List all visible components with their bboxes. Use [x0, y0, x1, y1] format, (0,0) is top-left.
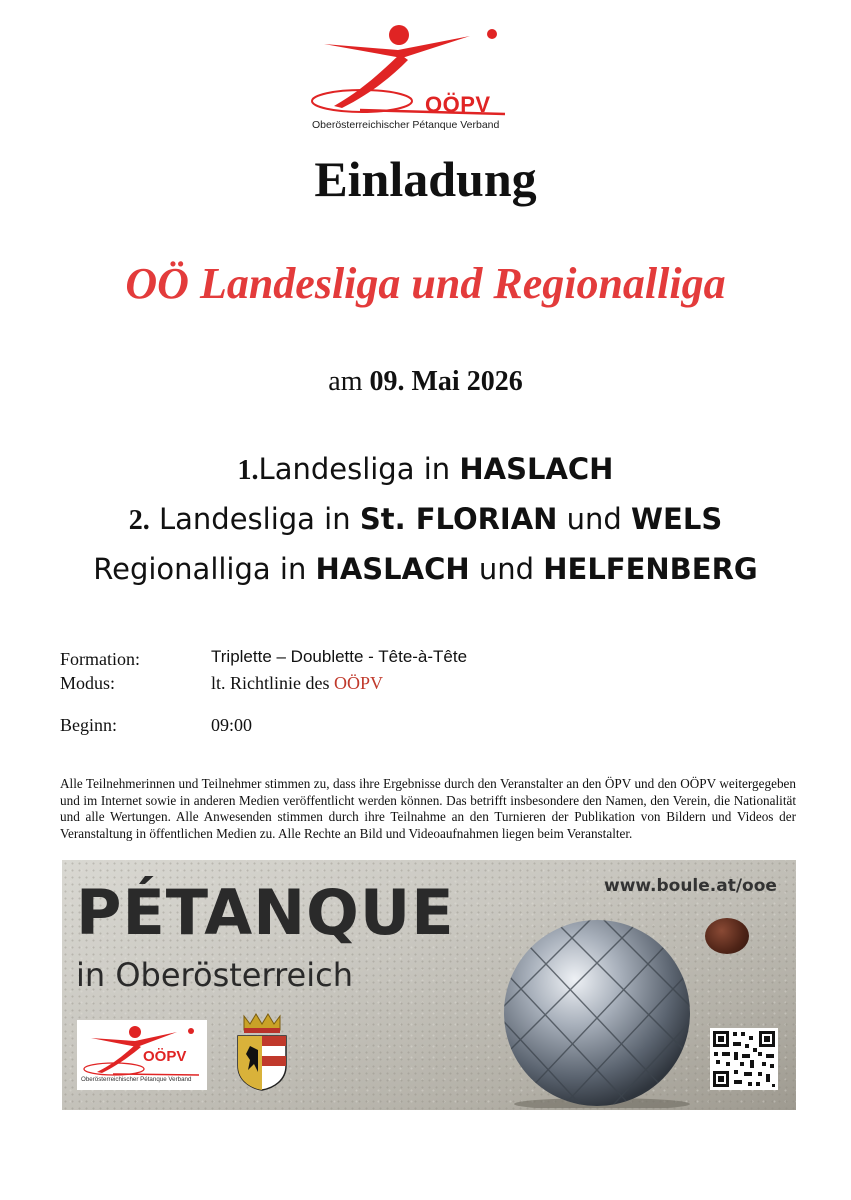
league-3-place-2: HELFENBERG: [543, 552, 758, 586]
beginn-label: Beginn:: [60, 715, 117, 735]
formation-label: Formation:: [60, 649, 140, 669]
modus-prefix: lt. Richtlinie des: [211, 673, 334, 693]
event-subtitle: OÖ Landesliga und Regionalliga: [125, 259, 726, 308]
mini-player-icon: [77, 1020, 207, 1076]
petanque-banner: [62, 860, 796, 1110]
league-3-text: Regionalliga in: [93, 552, 316, 586]
league-1-number: 1.: [237, 455, 259, 486]
date-value: 09. Mai 2026: [369, 366, 523, 397]
page-title: Einladung: [314, 151, 537, 207]
formation-value: Triplette – Doublette - Tête-à-Tête: [211, 647, 468, 666]
boule-ball-icon: [502, 918, 692, 1108]
banner-logo-abbreviation: OÖPV: [143, 1048, 187, 1065]
date-prefix: am: [328, 366, 363, 397]
league-1-place: HASLACH: [459, 452, 614, 486]
league-3-place-1: HASLACH: [315, 552, 470, 586]
league-3-connector: und: [469, 552, 544, 586]
beginn-value: 09:00: [211, 715, 253, 735]
league-line-2: [0, 502, 851, 537]
qr-code-icon[interactable]: [710, 1028, 778, 1090]
logo-organization-name: Oberösterreichischer Pétanque Verband: [312, 119, 500, 131]
league-line-1: [0, 452, 851, 487]
banner-region: in Oberösterreich: [76, 956, 353, 994]
banner-headline: PÉTANQUE: [76, 876, 455, 949]
cochonnet-jack-icon: [705, 918, 749, 954]
modus-organization: OÖPV: [334, 673, 384, 693]
league-1-text: Landesliga in: [258, 452, 460, 486]
league-line-3: [0, 552, 851, 586]
league-2-connector: und: [557, 502, 632, 536]
modus-label: Modus:: [60, 673, 116, 693]
banner-url: www.boule.at/ooe: [604, 876, 777, 896]
league-2-text: Landesliga in: [149, 502, 360, 536]
league-2-place-1: St. FLORIAN: [359, 502, 558, 536]
event-date: [0, 366, 851, 398]
logo-abbreviation: OÖPV: [425, 92, 491, 117]
league-2-place-2: WELS: [631, 502, 723, 536]
banner-logo-name: Oberösterreichischer Pétanque Verband: [81, 1076, 192, 1083]
banner-oopv-logo: [77, 1020, 207, 1090]
league-2-number: 2.: [128, 505, 150, 536]
modus-value: [211, 673, 383, 694]
privacy-disclaimer: Alle Teilnehmerinnen und Teilnehmer stimmen zu, dass ihre Ergebnisse durch den Veranstalter an den ÖPV und den OÖPV weitergegeben und im Internet sowie in anderen Medien veröffentlicht werden können. Das betrifft insbesondere den Namen, den Verein, die Nationalität und alle Wertungen. Alle Anwesenden stimmen durch ihre Teilnahme an den Turnieren der Publikation von Bildern und Videos der Veranstaltung in öffentlichen Medien zu. Alle Rechte an Bild und Videoaufnahmen liegen beim Veranstalter.: [60, 776, 796, 841]
oopv-logo: [300, 18, 520, 140]
upper-austria-crest-icon: [234, 1010, 290, 1092]
